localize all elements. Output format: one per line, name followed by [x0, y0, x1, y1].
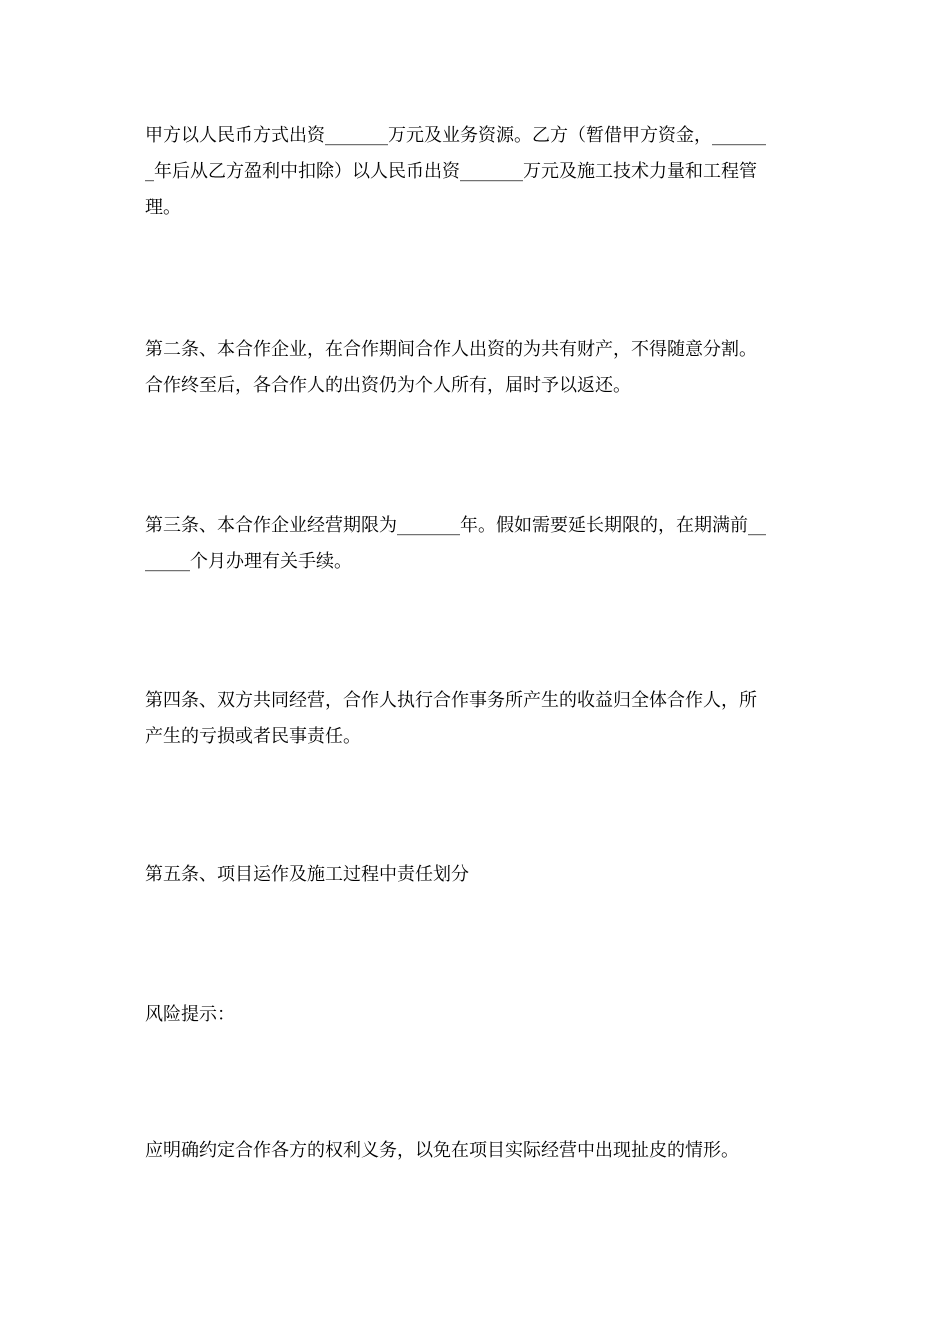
- paragraph-article-2: 第二条、本合作企业，在合作期间合作人出资的为共有财产，不得随意分割。 合作终至后，各合作人的出资仍为个人所有，届时予以返还。: [145, 339, 757, 396]
- risk-notice-text: 应明确约定合作各方的权利义务，以免在项目实际经营中出现扯皮的情形。: [145, 1140, 739, 1161]
- paragraph-capital-contribution: 甲方以人民币方式出资_______万元及业务资源。乙方（暂借甲方资金，______ _年后从乙方盈利中扣除）以人民币出资_______万元及施工技术力量和工程管 理。: [145, 125, 766, 218]
- paragraph-article-3: 第三条、本合作企业经营期限为_______年。假如需要延长期限的，在期满前__ _____个月办理有关手续。: [145, 515, 766, 572]
- paragraph-article-4: 第四条、双方共同经营，合作人执行合作事务所产生的收益归全体合作人，所 产生的亏损或者民事责任。: [145, 690, 757, 747]
- risk-notice-heading: 风险提示：: [145, 1004, 235, 1025]
- paragraph-article-5: 第五条、项目运作及施工过程中责任划分: [145, 864, 469, 885]
